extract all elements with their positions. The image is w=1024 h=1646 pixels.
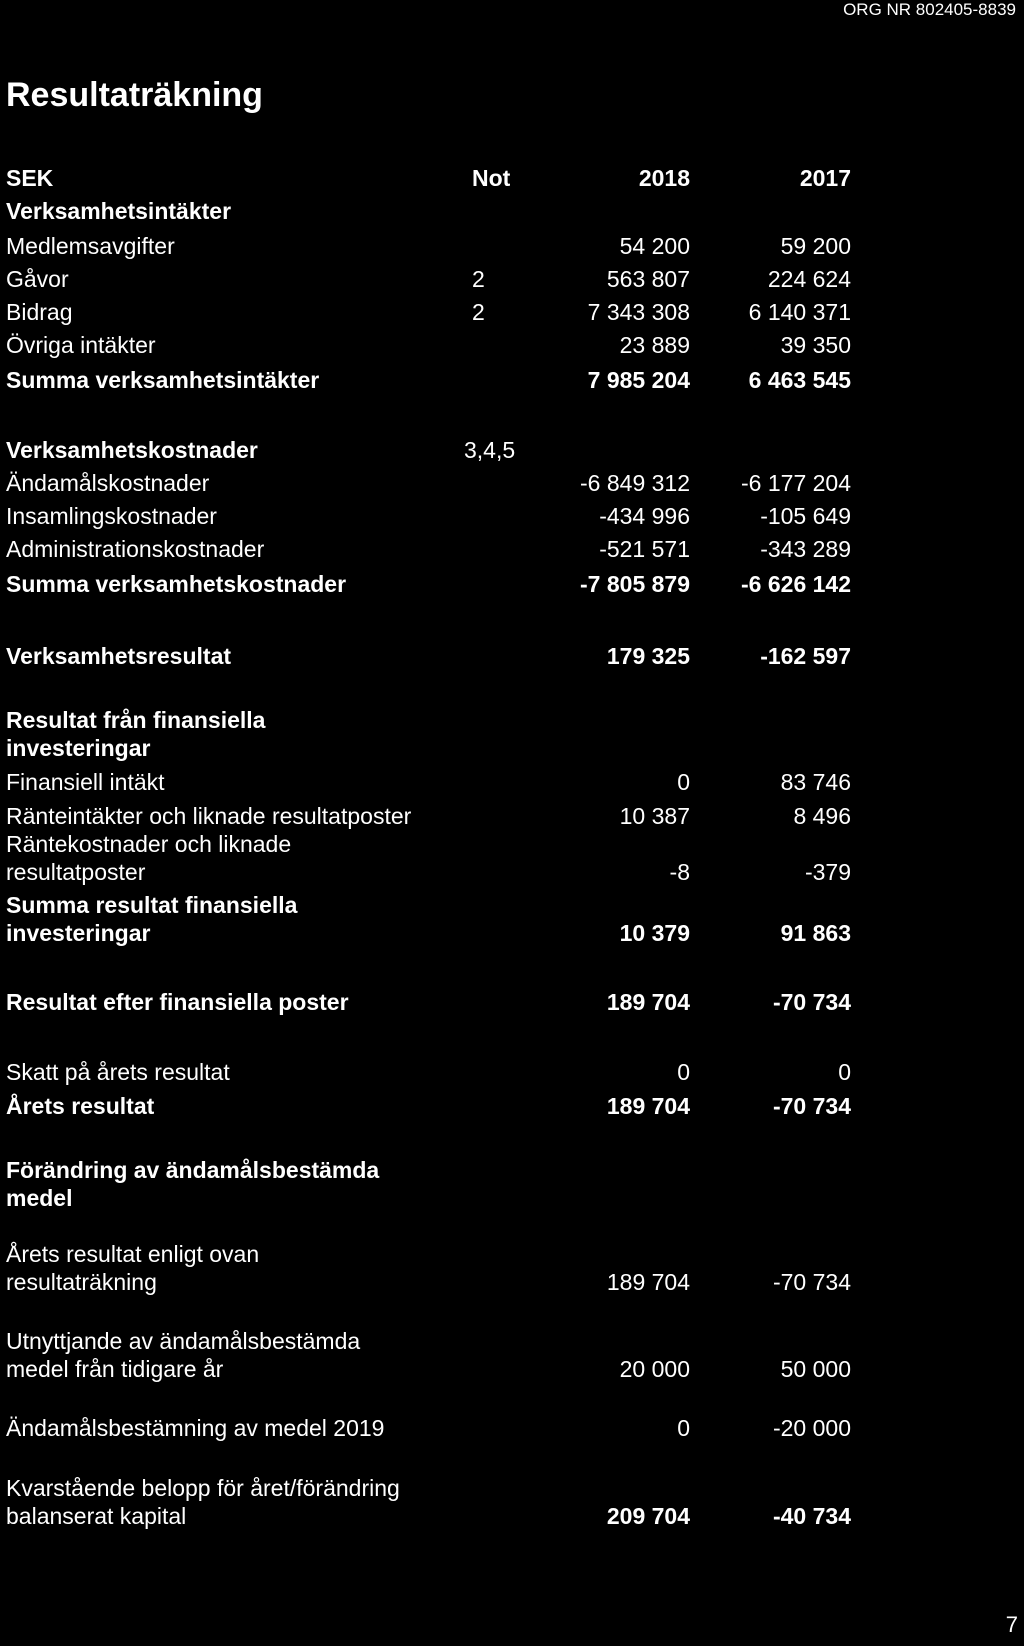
column-2018: 2018: [638, 165, 690, 191]
value-2018: 7 985 204: [587, 367, 690, 393]
row-label-line2: resultaträkning: [6, 1269, 157, 1295]
row-label: Skatt på årets resultat: [6, 1059, 230, 1085]
row-label-line1: Räntekostnader och liknade: [6, 831, 292, 857]
row-note: 3,4,5: [464, 437, 516, 463]
value-2018: 7 343 308: [587, 299, 690, 325]
row-label-line2: investeringar: [6, 735, 151, 761]
value-2017: -70 734: [772, 1269, 851, 1295]
value-2017: 39 350: [780, 332, 851, 358]
row-label: Resultat efter finansiella poster: [6, 989, 349, 1015]
value-2017: 50 000: [780, 1356, 851, 1382]
row-label-line1: Förändring av ändamålsbestämda: [6, 1157, 380, 1183]
row-label-line2: resultatposter: [6, 859, 146, 885]
page-number: 7: [1005, 1612, 1018, 1637]
row-label: Summa verksamhetskostnader: [6, 571, 347, 597]
row-label: Administrationskostnader: [6, 536, 265, 562]
value-2017: 6 140 371: [748, 299, 851, 325]
row-label: [6, 1327, 446, 1383]
row-label: Insamlingskostnader: [6, 503, 217, 529]
value-2017: -6 177 204: [741, 470, 851, 496]
value-2017: 224 624: [767, 266, 851, 292]
value-2017: -20 000: [772, 1415, 851, 1441]
row-label: Finansiell intäkt: [6, 769, 165, 795]
value-2017: 91 863: [780, 920, 851, 946]
value-2017: -105 649: [760, 503, 851, 529]
row-label-line2: investeringar: [6, 920, 151, 946]
row-label-line2: medel från tidigare år: [6, 1356, 224, 1382]
row-label-line1: Resultat från finansiella: [6, 707, 266, 733]
value-2017: -40 734: [772, 1503, 851, 1529]
row-label: Bidrag: [6, 299, 73, 325]
row-label: Övriga intäkter: [6, 332, 156, 358]
value-2017: -6 626 142: [741, 571, 851, 597]
row-label: [6, 1240, 446, 1296]
value-2017: 0: [838, 1059, 851, 1085]
column-sek: SEK: [6, 165, 54, 191]
row-label: Gåvor: [6, 266, 69, 292]
row-label: Verksamhetsresultat: [6, 643, 232, 669]
row-label-line1: Utnyttjande av ändamålsbestämda: [6, 1328, 361, 1354]
value-2018: 209 704: [606, 1503, 690, 1529]
column-2017: 2017: [799, 165, 851, 191]
value-2018: -8: [669, 859, 690, 885]
row-label-line2: medel: [6, 1185, 73, 1211]
row-label: [6, 1474, 446, 1530]
value-2017: 8 496: [793, 803, 851, 829]
org-number: ORG NR 802405-8839: [843, 0, 1016, 19]
row-label: Verksamhetskostnader: [6, 437, 258, 463]
row-label: Verksamhetsintäkter: [6, 198, 232, 224]
row-label: Summa verksamhetsintäkter: [6, 367, 320, 393]
value-2018: -6 849 312: [580, 470, 690, 496]
row-label: [6, 706, 446, 762]
value-2018: 23 889: [619, 332, 690, 358]
row-label-line1: Årets resultat enligt ovan: [6, 1241, 260, 1267]
row-label: [6, 1156, 446, 1212]
value-2018: 54 200: [619, 233, 690, 259]
value-2017: -343 289: [760, 536, 851, 562]
value-2018: 0: [677, 1415, 690, 1441]
row-label: Ränteintäkter och liknade resultatposter: [6, 803, 412, 829]
row-label: Ändamålsbestämning av medel 2019: [6, 1415, 385, 1441]
value-2017: 83 746: [780, 769, 851, 795]
row-label: Årets resultat: [6, 1093, 155, 1119]
value-2018: 10 387: [619, 803, 690, 829]
value-2017: 6 463 545: [748, 367, 851, 393]
row-label: Ändamålskostnader: [6, 470, 210, 496]
value-2018: -434 996: [599, 503, 690, 529]
row-label-line1: Kvarstående belopp för året/förändring: [6, 1475, 400, 1501]
row-note: 2: [472, 299, 485, 325]
row-label: Medlemsavgifter: [6, 233, 175, 259]
row-note: 2: [472, 266, 485, 292]
value-2018: 10 379: [619, 920, 690, 946]
row-label-line2: balanserat kapital: [6, 1503, 187, 1529]
row-label: [6, 830, 446, 886]
value-2018: 189 704: [606, 1093, 690, 1119]
value-2018: 189 704: [606, 1269, 690, 1295]
value-2018: 20 000: [619, 1356, 690, 1382]
value-2018: 179 325: [606, 643, 690, 669]
value-2018: -521 571: [599, 536, 690, 562]
page-title: Resultaträkning: [6, 76, 263, 114]
row-label: [6, 891, 446, 947]
value-2018: 0: [677, 1059, 690, 1085]
value-2017: -70 734: [772, 1093, 851, 1119]
value-2018: 0: [677, 769, 690, 795]
value-2017: 59 200: [780, 233, 851, 259]
value-2018: 189 704: [606, 989, 690, 1015]
value-2018: 563 807: [606, 266, 690, 292]
column-not: Not: [472, 165, 511, 191]
value-2018: -7 805 879: [580, 571, 690, 597]
value-2017: -379: [804, 859, 851, 885]
value-2017: -162 597: [760, 643, 851, 669]
value-2017: -70 734: [772, 989, 851, 1015]
row-label-line1: Summa resultat finansiella: [6, 892, 298, 918]
